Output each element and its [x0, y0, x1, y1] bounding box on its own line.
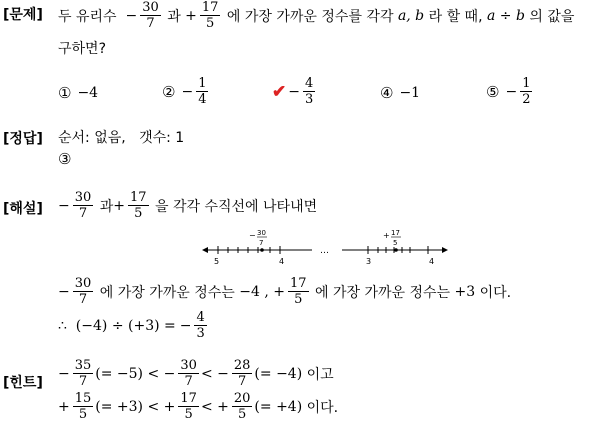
- problem-line-1: 두 유리수 − $\frac{30}{7}$ 과 + $\frac{17}{5}$ 에 가장 가까운 정수를 각각 a, b 라 할 때, a ÷ b 의 값을: [58, 0, 575, 31]
- answer-line-1: 순서: 없음, 갯수: 1: [58, 130, 185, 146]
- option-5[interactable]: ⑤ − $\frac{1}{2}$: [486, 76, 531, 107]
- svg-text:−: −: [249, 231, 256, 240]
- hint-line-1: − $\frac{35}{7}$ (= −5) < − $\frac{30}{7}$ < − $\frac{28}{7}$ (= −4) 이고: [58, 358, 334, 389]
- svg-text:30: 30: [257, 229, 266, 237]
- tick-label: 4: [279, 257, 285, 266]
- option-2[interactable]: ② − $\frac{1}{4}$: [162, 76, 207, 107]
- hint-line-2: + $\frac{15}{5}$ (= +3) < + $\frac{17}{5}$ < + $\frac{20}{5}$ (= +4) 이다.: [58, 391, 339, 422]
- hint-tag: [힌트]: [3, 375, 43, 391]
- tick-label: 5: [214, 257, 220, 266]
- option-4[interactable]: ④ −1: [380, 84, 421, 102]
- answer-tag: [정답]: [3, 131, 43, 147]
- svg-text:…: …: [320, 246, 329, 256]
- left-number-line: [202, 229, 312, 266]
- number-line-diagram: [200, 226, 450, 270]
- svg-text:7: 7: [259, 239, 264, 247]
- answer-line-2: ③: [58, 150, 72, 168]
- options-row: [58, 76, 578, 110]
- svg-text:5: 5: [393, 239, 398, 247]
- option-3[interactable]: ✔ − $\frac{4}{3}$: [272, 76, 314, 107]
- tick-label: 3: [366, 257, 372, 266]
- problem-line-2: 구하면?: [58, 41, 107, 57]
- solution-line-3: ∴ (−4) ÷ (+3) = − $\frac{4}{3}$: [58, 310, 205, 341]
- problem-tag: [문제]: [3, 7, 43, 23]
- fraction: $\frac{30}{7}$: [142, 0, 159, 31]
- right-number-line: [342, 229, 448, 266]
- fraction: $\frac{17}{5}$: [201, 0, 219, 31]
- checkmark-icon: ✔: [272, 81, 287, 102]
- svg-text:+: +: [383, 231, 390, 240]
- solution-tag: [해설]: [3, 201, 43, 217]
- solution-line-2: − $\frac{30}{7}$ 에 가장 가까운 정수는 −4 , + $\frac{17}{5}$ 에 가장 가까운 정수는 +3 이다.: [58, 276, 512, 307]
- svg-text:17: 17: [391, 229, 400, 237]
- tick-label: 4: [429, 257, 435, 266]
- solution-intro: − $\frac{30}{7}$ 과 + $\frac{17}{5}$ 을 각각 수직선에 나타내면: [58, 190, 318, 221]
- option-1[interactable]: ① −4: [58, 84, 99, 102]
